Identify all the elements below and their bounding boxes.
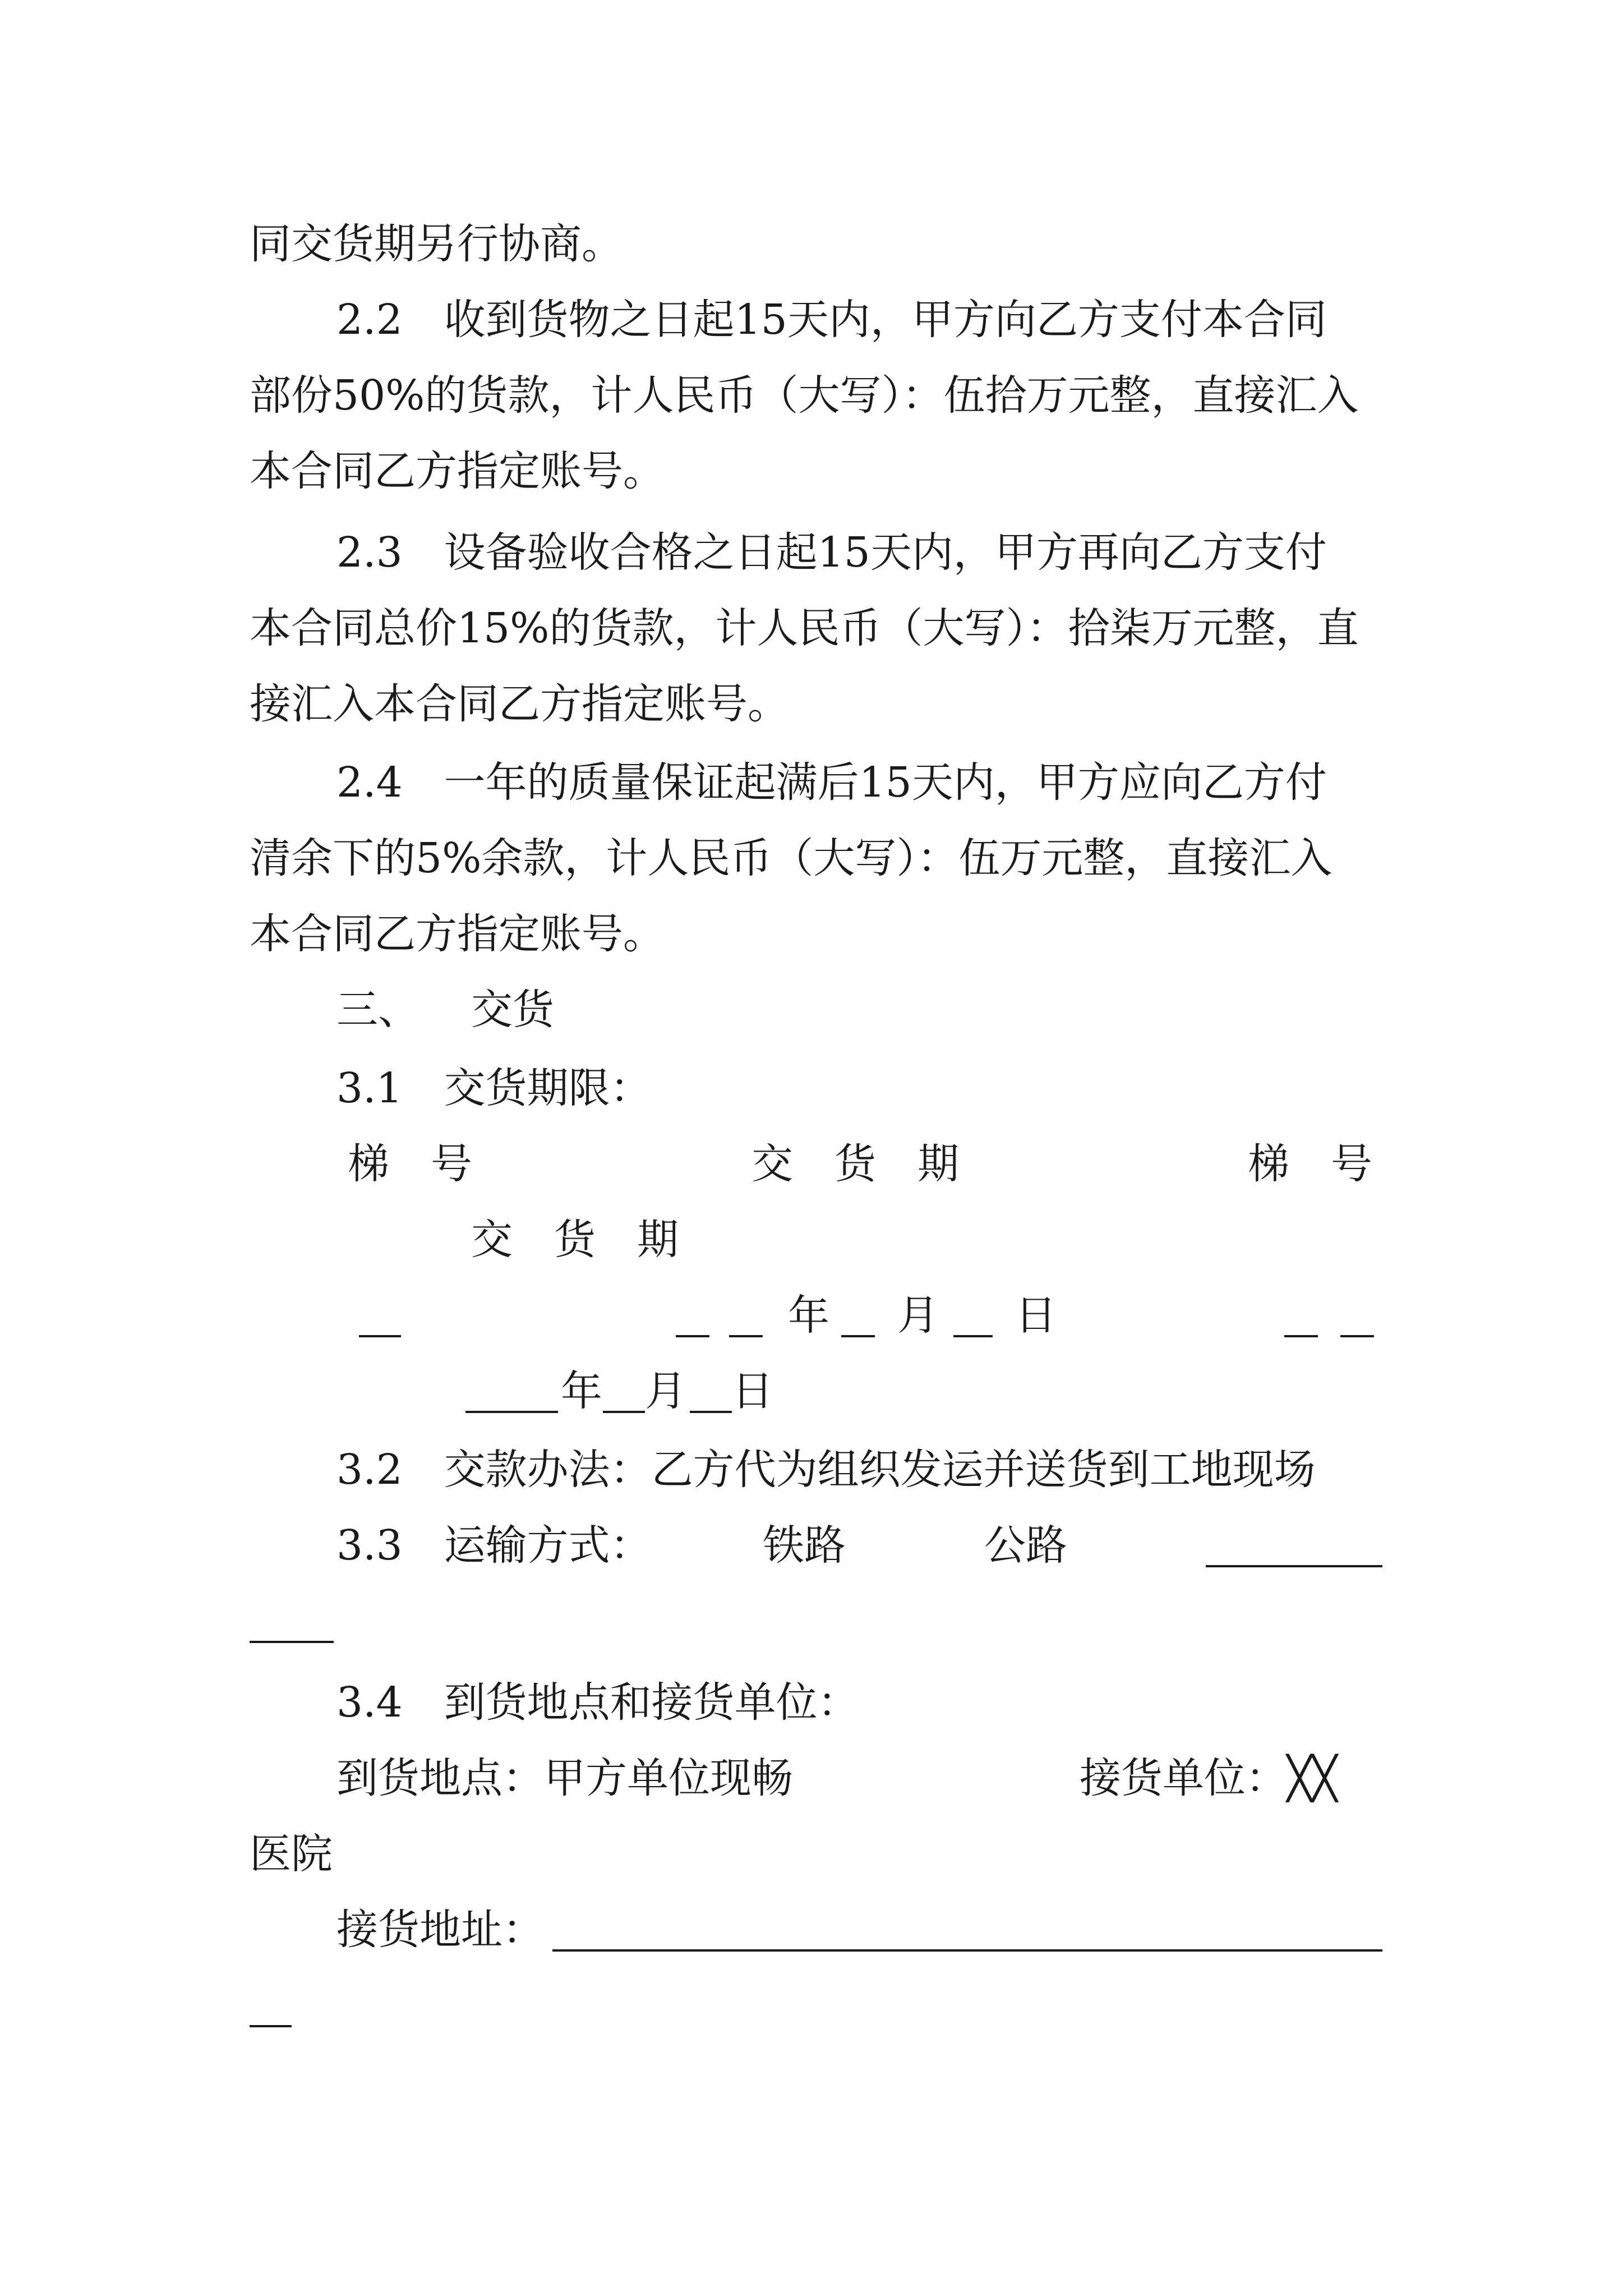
blank-month-2 (603, 1411, 645, 1413)
date-month-label-2: 月 (645, 1367, 686, 1415)
paragraph-line: 同交货期另行协商。 (250, 220, 623, 268)
transport-road: 公路 (984, 1521, 1067, 1570)
table-header-stair-no: 梯 号 (348, 1140, 472, 1188)
paragraph-line: 本合同总价15%的货款，计人民币（大写）：拾柒万元整，直 (250, 604, 1359, 652)
table-header-delivery-date-2: 交 货 期 (471, 1216, 679, 1264)
blank-day-2 (690, 1411, 732, 1413)
date-day-label: 日 (1015, 1291, 1057, 1340)
paragraph-line: 本合同乙方指定账号。 (250, 910, 665, 958)
table-header-stair-no-2: 梯 号 (1248, 1140, 1372, 1188)
receiver-unit-cont: 医院 (250, 1830, 333, 1878)
receiver-unit: 接货单位：╳╳ (1080, 1754, 1338, 1802)
blank-transport-other-cont (250, 1641, 334, 1643)
paragraph-line: 接汇入本合同乙方指定账号。 (250, 680, 789, 728)
clause-2-4: 2.4 一年的质量保证起满后15天内，甲方应向乙方付 (336, 758, 1327, 807)
blank-stair-no-2 (1340, 1335, 1374, 1337)
date-day-label-2: 日 (732, 1367, 773, 1415)
blank-month (841, 1335, 875, 1337)
receive-address-label: 接货地址： (336, 1906, 544, 1954)
delivery-place: 到货地点：甲方单位现畅 (336, 1754, 793, 1802)
blank-year (676, 1335, 709, 1337)
paragraph-line: 部份50%的货款，计人民币（大写）：伍拾万元整，直接汇入 (250, 371, 1359, 420)
date-year-label-2: 年 (561, 1367, 602, 1415)
blank-day (953, 1335, 993, 1337)
blank-year-2 (465, 1411, 558, 1413)
clause-3-3-label: 3.3 运输方式： (336, 1521, 652, 1570)
blank-year (729, 1335, 763, 1337)
transport-rail: 铁路 (763, 1521, 846, 1570)
clause-2-2: 2.2 收到货物之日起15天内，甲方向乙方支付本合同 (336, 296, 1327, 344)
blank-receive-address (552, 1949, 1382, 1952)
date-year-label: 年 (788, 1291, 829, 1340)
table-header-delivery-date: 交 货 期 (751, 1140, 959, 1188)
date-month-label: 月 (897, 1291, 939, 1340)
blank-receive-address-cont (250, 2025, 292, 2027)
paragraph-line: 本合同乙方指定账号。 (250, 447, 665, 495)
clause-3-4: 3.4 到货地点和接货单位： (336, 1678, 859, 1727)
clause-2-3: 2.3 设备验收合格之日起15天内，甲方再向乙方支付 (336, 528, 1327, 577)
blank-stair-no (359, 1335, 401, 1337)
clause-3-1: 3.1 交货期限： (336, 1064, 652, 1112)
section-3-title: 交货 (471, 986, 554, 1034)
blank-stair-no-2 (1284, 1335, 1318, 1337)
clause-3-2: 3.2 交款办法：乙方代为组织发运并送货到工地现场 (336, 1446, 1316, 1494)
blank-transport-other (1206, 1565, 1382, 1567)
section-3-number: 三、 (336, 986, 419, 1034)
paragraph-line: 清余下的5%余款，计人民币（大写）：伍万元整，直接汇入 (250, 834, 1332, 882)
